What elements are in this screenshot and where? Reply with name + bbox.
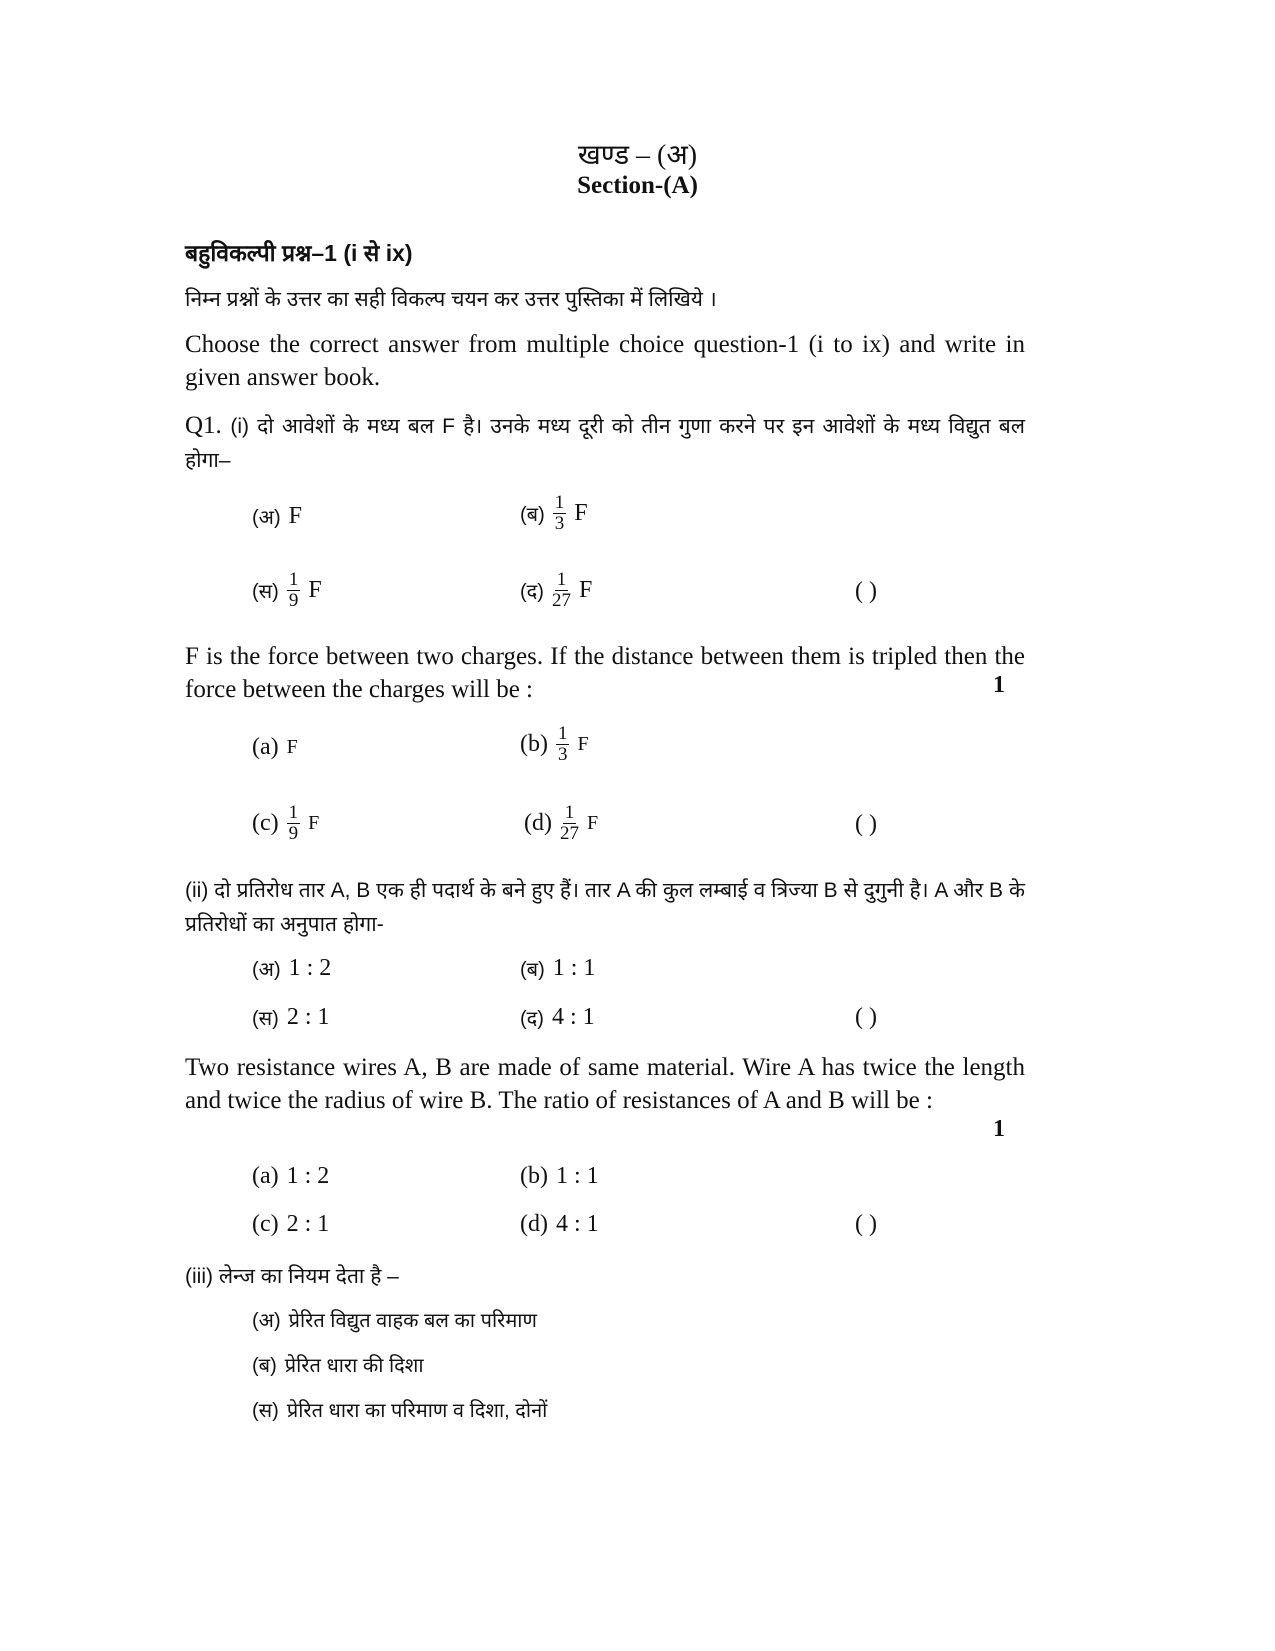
option-label: (ब) bbox=[520, 959, 545, 981]
option-value: F bbox=[286, 736, 298, 758]
option-label: (स) bbox=[252, 1008, 279, 1030]
q2-answer-box-hindi: ( ) bbox=[855, 1004, 877, 1030]
q1-option-hi-b bbox=[520, 493, 588, 534]
q1-option-hi-c bbox=[252, 570, 322, 611]
option-value: 2 : 1 bbox=[286, 1211, 330, 1237]
option-label: (ब) bbox=[520, 504, 545, 526]
section-title-hindi: खण्ड – (अ) bbox=[577, 140, 698, 171]
q3-option-hi-b bbox=[252, 1351, 424, 1378]
q1-option-en-c bbox=[252, 803, 319, 844]
option-unit: F bbox=[308, 812, 320, 834]
option-value: 1 : 1 bbox=[555, 1163, 599, 1189]
q1-answer-box-hindi: ( ) bbox=[855, 578, 877, 604]
option-label: (द) bbox=[520, 581, 544, 603]
q1-answer-box-english: ( ) bbox=[855, 811, 877, 837]
option-value: प्रेरित धारा की दिशा bbox=[284, 1355, 424, 1377]
q2-answer-box-english: ( ) bbox=[855, 1211, 877, 1237]
option-value: F bbox=[288, 503, 302, 529]
option-value: 4 : 1 bbox=[555, 1211, 599, 1237]
option-label: (b) bbox=[520, 731, 548, 757]
option-value: 1 : 2 bbox=[286, 1163, 330, 1189]
denominator: 3 bbox=[554, 513, 565, 534]
q2-option-en-a bbox=[252, 1163, 329, 1190]
fraction bbox=[556, 724, 570, 765]
fraction bbox=[553, 493, 567, 534]
option-label: (स) bbox=[252, 1400, 279, 1422]
q1-option-en-d bbox=[524, 803, 598, 844]
option-label: (c) bbox=[252, 1211, 279, 1237]
option-label: (a) bbox=[252, 734, 279, 760]
option-unit: F bbox=[308, 577, 322, 603]
option-label: (अ) bbox=[252, 507, 281, 529]
q2-option-hi-a bbox=[252, 955, 331, 982]
denominator: 27 bbox=[551, 590, 571, 611]
q2-option-en-d bbox=[520, 1211, 599, 1238]
numerator: 1 bbox=[554, 492, 565, 513]
option-label: (अ) bbox=[252, 1310, 281, 1332]
fraction bbox=[560, 803, 579, 844]
q1-prefix: Q1. bbox=[185, 412, 222, 439]
q1-option-hi-a bbox=[252, 503, 302, 530]
numerator: 1 bbox=[288, 802, 299, 823]
q2-marks: 1 bbox=[993, 1116, 1005, 1142]
option-unit: F bbox=[574, 500, 588, 526]
option-unit: F bbox=[577, 733, 589, 755]
q3-option-hi-a bbox=[252, 1306, 537, 1333]
q1-text-hindi bbox=[185, 409, 1025, 477]
numerator: 1 bbox=[564, 802, 575, 823]
instruction-english: Choose the correct answer from multiple choice question-1 (i to ix) and write in given answer book. bbox=[185, 331, 1025, 391]
option-value: 1 : 2 bbox=[288, 955, 332, 981]
q2-option-en-c bbox=[252, 1211, 329, 1238]
option-label: (a) bbox=[252, 1163, 279, 1189]
denominator: 3 bbox=[557, 744, 568, 765]
mcq-heading-hindi: बहुविकल्पी प्रश्न–1 (i से ix) bbox=[185, 240, 413, 266]
numerator: 1 bbox=[557, 723, 568, 744]
option-label: (d) bbox=[520, 1211, 548, 1237]
option-label: (b) bbox=[520, 1163, 548, 1189]
fraction bbox=[287, 803, 301, 844]
denominator: 9 bbox=[288, 590, 299, 611]
denominator: 27 bbox=[559, 823, 579, 844]
denominator: 9 bbox=[288, 823, 299, 844]
option-label: (स) bbox=[252, 581, 279, 603]
q2-text-hindi: (ii) दो प्रतिरोध तार A, B एक ही पदार्थ के बने हुए हैं। तार A की कुल लम्बाई व त्रिज्या B से दुगुनी है। A और B के प्रतिरोधों का अनुपात होगा- bbox=[185, 879, 1025, 936]
option-value: प्रेरित धारा का परिमाण व दिशा, दोनों bbox=[286, 1400, 548, 1422]
option-label: (d) bbox=[524, 810, 552, 836]
q2-option-hi-b bbox=[520, 955, 595, 982]
fraction bbox=[287, 570, 301, 611]
q1-marks: 1 bbox=[993, 672, 1005, 698]
q2-text-english: Two resistance wires A, B are made of same material. Wire A has twice the length and twice the radius of wire B. The ratio of resistances of A and B will be : bbox=[185, 1054, 1025, 1114]
instruction-hindi: निम्न प्रश्नों के उत्तर का सही विकल्प चयन कर उत्तर पुस्तिका में लिखिये । bbox=[185, 288, 717, 311]
q1-option-en-a bbox=[252, 734, 298, 761]
q3-text-hindi: (iii) लेन्ज का नियम देता है – bbox=[185, 1265, 399, 1288]
fraction bbox=[552, 570, 571, 611]
q1-option-en-b bbox=[520, 724, 589, 765]
option-unit: F bbox=[586, 812, 599, 834]
q1-hindi-body: (i) दो आवेशों के मध्य बल F है। उनके मध्य दूरी को तीन गुणा करने पर इन आवेशों के मध्य विद्युत बल होगा– bbox=[185, 415, 1025, 472]
option-value: 4 : 1 bbox=[551, 1004, 595, 1030]
option-value: प्रेरित विद्युत वाहक बल का परिमाण bbox=[288, 1310, 537, 1332]
option-label: (ब) bbox=[252, 1355, 277, 1377]
q1-text-english: F is the force between two charges. If the distance between them is tripled then the force between the charges will be : bbox=[185, 643, 1025, 703]
numerator: 1 bbox=[556, 569, 567, 590]
option-value: 2 : 1 bbox=[286, 1004, 330, 1030]
q1-option-hi-d bbox=[520, 570, 592, 611]
option-label: (c) bbox=[252, 810, 279, 836]
option-label: (द) bbox=[520, 1008, 544, 1030]
q2-option-hi-c bbox=[252, 1004, 330, 1031]
option-unit: F bbox=[578, 577, 593, 603]
option-value: 1 : 1 bbox=[552, 955, 596, 981]
q3-option-hi-c bbox=[252, 1396, 547, 1423]
numerator: 1 bbox=[288, 569, 299, 590]
q2-option-hi-d bbox=[520, 1004, 595, 1031]
q2-option-en-b bbox=[520, 1163, 599, 1190]
section-title-english: Section-(A) bbox=[577, 172, 698, 199]
option-label: (अ) bbox=[252, 959, 281, 981]
